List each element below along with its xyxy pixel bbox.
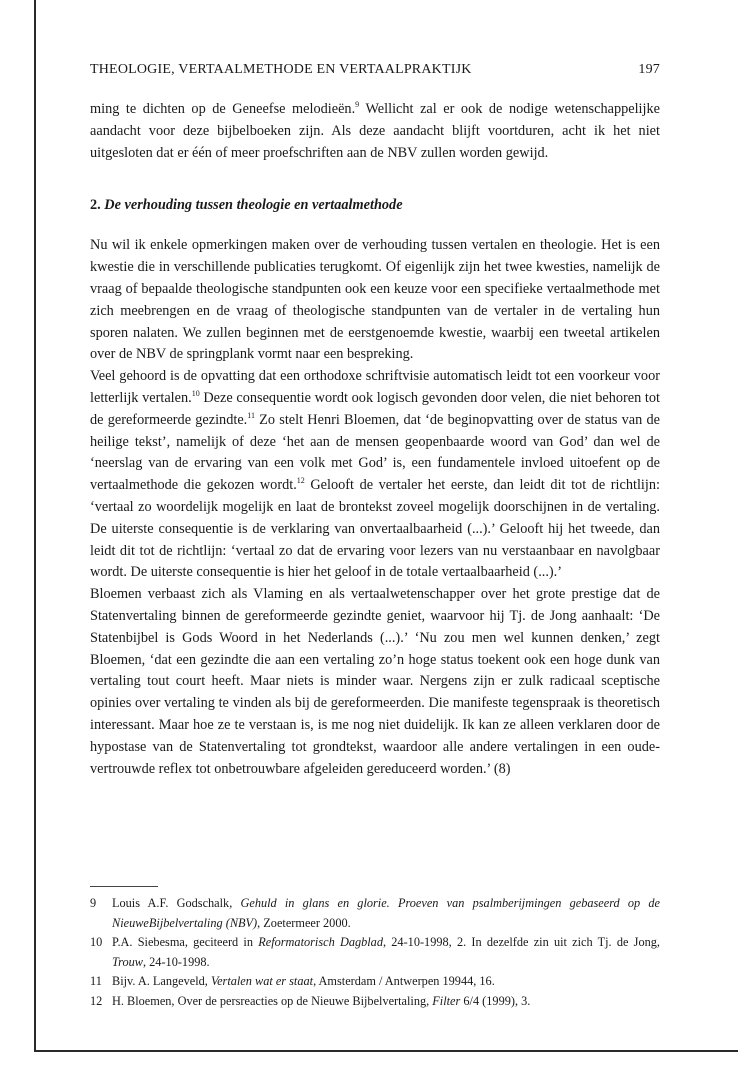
page (90, 62, 660, 1008)
paragraph-3: Bloemen verbaast zich als Vlaming en als vertaalwetenschapper over het grote prestige dat de Statenvertaling binnen de gereformeerde gezindte geniet, waarvoor hij Tj. de Jong aanhaalt: ‘De Statenbijbel is Gods Woord in het Nederlands (...).’ ‘Nu zou men wel kunnen denken,’ zegt Bloemen, ‘dat een gezindte die aan een vertaling zo’n hoge status toekent ook een hoge dunk van vertaling tout court heeft. Maar niets is minder waar. Nergens zijn er zulk radicaal sceptische opinies over vertaling te vinden als bij de gereformeerden. Die manifeste tegenspraak is theoretisch interessant. Maar hoe ze te verstaan is, is me nog niet duidelijk. Ik kan ze alleen verklaren door de hypostase van de Statenvertaling tot grondtekst, waardoor alle andere vertalingen in een oude-vertrouwde reflex tot onbetrouwbare afgeleiden gereduceerd worden.’ (8) (90, 586, 660, 777)
footnote-ref-9[interactable]: 9 (355, 100, 360, 110)
paragraph-2-text-c: Zo stelt Henri Bloemen, dat ‘de beginopvatting over de status van de heilige tekst’, namelijk of deze ‘het aan de mensen geopenbaarde woord van God’ dan wel de ‘neerslag van de ervaring van een volk met God’ is, een fundamentele invloed uitoefent op de vertaalmethode die gekozen wordt. (90, 411, 660, 494)
footnote-10-title-2: Trouw (112, 954, 143, 969)
intro-text-a: ming te dichten op de Geneefse melodieën. (90, 101, 356, 117)
footnote-11 (90, 972, 660, 992)
footnote-text (112, 894, 660, 933)
footnote-ref-12[interactable]: 12 (296, 476, 305, 486)
paragraph-2-text-d: Gelooft de vertaler het eerste, dan leidt dit tot de richtlijn: ‘vertaal zo woordelijk mogelijk en laat de brontekst zoveel mogelijk doorschijnen in de vertaling. De uiterste consequentie is de verklaring van onvertaalbaarheid (...).’ Gelooft hij het tweede, dan leidt dit tot de richtlijn: ‘vertaal zo dat de ervaring voor lezers van nu verstaanbaar en navolgbaar wordt. De uiterste consequentie is hier het geloof in de totale vertaalbaarheid (...).’ (90, 477, 660, 581)
footnote-12-text-b: 6/4 (1999), 3. (460, 993, 531, 1008)
paragraph-2-text-a: Veel gehoord is de opvatting dat een orthodoxe schriftvisie automatisch leidt tot een voorkeur voor letterlijk vertalen. (90, 368, 660, 406)
footnote-10-title: Reformatorisch Dagblad (258, 935, 383, 949)
section-number: 2. (90, 197, 105, 214)
footnote-12-title: Filter (432, 993, 461, 1008)
footnote-number: 9 (90, 896, 97, 910)
footnote-ref-10[interactable]: 10 (191, 389, 200, 399)
footnote-11-text-a: Bijv. A. Langeveld, (112, 974, 211, 988)
footnote-ref-11[interactable]: 11 (247, 411, 255, 420)
paragraph-2-text-b: Deze consequentie wordt ook logisch gevonden door velen, die niet behoren tot de gereformeerde gezindte. (90, 389, 660, 428)
footnote-number: 11 (90, 974, 102, 988)
page-number: 197 (638, 62, 660, 77)
footnote-9-text-b: , Zoetermeer 2000. (257, 915, 351, 930)
footnote-text (112, 933, 660, 972)
paragraph-2 (90, 366, 660, 584)
section-title: De verhouding tussen theologie en vertaalmethode (104, 197, 403, 214)
footnote-10-text-a: P.A. Siebesma, geciteerd in (112, 935, 259, 949)
footnote-10 (90, 933, 660, 972)
intro-text-b: Wellicht zal er ook de nodige wetenschappelijke aandacht voor deze bijbelboeken zijn. Als deze aandacht blijft voortduren, acht ik het niet uitgesloten dat er één of meer proefschriften aan de NBV zullen worden gewijd. (90, 101, 660, 161)
running-title: THEOLOGIE, VERTAALMETHODE EN VERTAALPRAKTIJK (90, 62, 472, 77)
footnote-rule (90, 886, 158, 887)
footnote-text (112, 972, 660, 992)
footnote-9-title: Gehuld in glans en glorie. Proeven van psalmberijmingen gebaseerd op de NieuweBijbelvertaling (NBV) (112, 896, 660, 930)
footnote-number: 10 (90, 935, 103, 949)
footnote-9 (90, 894, 660, 933)
footnote-11-title: Vertalen wat er staat (210, 974, 314, 988)
footnote-11-text-b: , Amsterdam / Antwerpen 19944, 16. (313, 974, 495, 988)
paragraph-1: Nu wil ik enkele opmerkingen maken over de verhouding tussen vertalen en theologie. Het is een kwestie die in verschillende publicaties terugkomt. Of eigenlijk zijn het twee kwesties, namelijk de vraag of bepaalde theologische standpunten ook een keuze voor een specifieke vertaalmethode met zich meebrengen en de vraag of theologische standpunten van de vertaler in de vertaling hun sporen nalaten. We zullen beginnen met de eerstgenoemde kwestie, waarbij een tweetal artikelen over de NBV de springplank vormt naar een bespreking. (90, 237, 660, 363)
footnotes (90, 894, 660, 1011)
running-header (90, 62, 660, 78)
footnote-10-text-b: , 24-10-1998, 2. In dezelfde zin uit zich Tj. de Jong, (382, 935, 660, 949)
scan-border-left (34, 0, 36, 1052)
footnote-12 (90, 992, 660, 1012)
scan-border-bottom (34, 1050, 738, 1052)
footnote-9-text-a: Louis A.F. Godschalk, (112, 896, 241, 910)
section-body (90, 235, 660, 780)
footnote-text (112, 992, 660, 1012)
intro-paragraph (90, 99, 660, 164)
footnote-12-text-a: H. Bloemen, Over de persreacties op de Nieuwe Bijbelvertaling, (112, 993, 433, 1008)
section-heading (90, 197, 660, 214)
footnote-number: 12 (90, 993, 103, 1008)
footnote-10-text-c: , 24-10-1998. (143, 954, 210, 969)
